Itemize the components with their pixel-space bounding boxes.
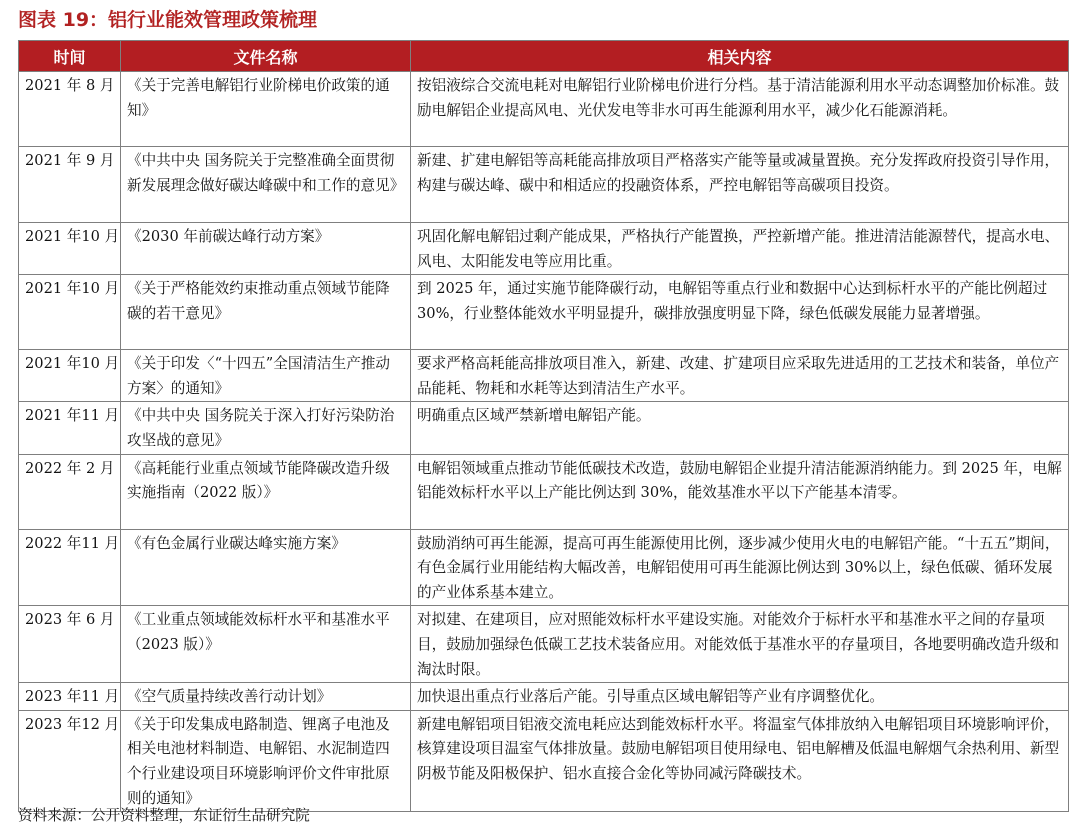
table-row [19, 402, 1069, 454]
row-document-name: 《2030 年前碳达峰行动方案》 [121, 223, 411, 275]
row-time: 2023 年12 月 [19, 710, 121, 811]
figure-title: 图表 19：铝行业能效管理政策梳理 [18, 9, 318, 31]
table-row [19, 350, 1069, 402]
table-row [19, 147, 1069, 223]
row-document-name: 《工业重点领域能效标杆水平和基准水平（2023 版）》 [121, 606, 411, 683]
table-row [19, 275, 1069, 350]
row-content: 鼓励消纳可再生能源，提高可再生能源使用比例，逐步减少使用火电的电解铝产能。“十五五”期间，有色金属行业用能结构大幅改善，电解铝使用可再生能源比例达到 30%以上，绿色低碳、循环发展的产业体系基本建立。 [411, 529, 1069, 606]
row-document-name: 《有色金属行业碳达峰实施方案》 [121, 529, 411, 606]
row-time: 2022 年11 月 [19, 529, 121, 606]
row-time: 2023 年 6 月 [19, 606, 121, 683]
table-row [19, 606, 1069, 683]
row-document-name: 《空气质量持续改善行动计划》 [121, 683, 411, 711]
row-content: 新建、扩建电解铝等高耗能高排放项目严格落实产能等量或减量置换。充分发挥政府投资引导作用，构建与碳达峰、碳中和相适应的投融资体系，严控电解铝等高碳项目投资。 [411, 147, 1069, 223]
table-row [19, 683, 1069, 711]
row-content: 新建电解铝项目铝液交流电耗应达到能效标杆水平。将温室气体排放纳入电解铝项目环境影响评价，核算建设项目温室气体排放量。鼓励电解铝项目使用绿电、铝电解槽及低温电解烟气余热利用、新型阴极节能及阳极保护、铝水直接合金化等协同减污降碳技术。 [411, 710, 1069, 811]
row-content: 电解铝领域重点推动节能低碳技术改造，鼓励电解铝企业提升清洁能源消纳能力。到 2025 年，电解铝能效标杆水平以上产能比例达到 30%，能效基准水平以下产能基本清零。 [411, 454, 1069, 529]
row-document-name: 《关于印发集成电路制造、锂离子电池及相关电池材料制造、电解铝、水泥制造四个行业建设项目环境影响评价文件审批原则的通知》 [121, 710, 411, 811]
row-content: 明确重点区域严禁新增电解铝产能。 [411, 402, 1069, 454]
row-time: 2023 年11 月 [19, 683, 121, 711]
policy-table [18, 40, 1069, 812]
row-content: 要求严格高耗能高排放项目准入，新建、改建、扩建项目应采取先进适用的工艺技术和装备，单位产品能耗、物耗和水耗等达到清洁生产水平。 [411, 350, 1069, 402]
row-document-name: 《中共中央 国务院关于完整准确全面贯彻新发展理念做好碳达峰碳中和工作的意见》 [121, 147, 411, 223]
table-body [19, 72, 1069, 812]
row-content: 巩固化解电解铝过剩产能成果，严格执行产能置换，严控新增产能。推进清洁能源替代，提高水电、风电、太阳能发电等应用比重。 [411, 223, 1069, 275]
table-header [19, 41, 1069, 72]
row-document-name: 《关于印发〈“十四五”全国清洁生产推动方案〉的通知》 [121, 350, 411, 402]
row-document-name: 《关于严格能效约束推动重点领域节能降碳的若干意见》 [121, 275, 411, 350]
row-time: 2022 年 2 月 [19, 454, 121, 529]
row-time: 2021 年10 月 [19, 350, 121, 402]
table-row [19, 72, 1069, 147]
row-document-name: 《中共中央 国务院关于深入打好污染防治攻坚战的意见》 [121, 402, 411, 454]
row-content: 加快退出重点行业落后产能。引导重点区域电解铝等产业有序调整优化。 [411, 683, 1069, 711]
row-time: 2021 年11 月 [19, 402, 121, 454]
row-document-name: 《关于完善电解铝行业阶梯电价政策的通知》 [121, 72, 411, 147]
header-row [19, 41, 1069, 72]
row-document-name: 《高耗能行业重点领域节能降碳改造升级实施指南（2022 版）》 [121, 454, 411, 529]
table-row [19, 710, 1069, 811]
table-row [19, 454, 1069, 529]
row-time: 2021 年 9 月 [19, 147, 121, 223]
table-row [19, 223, 1069, 275]
header-related-content: 相关内容 [411, 41, 1069, 72]
row-content: 对拟建、在建项目，应对照能效标杆水平建设实施。对能效介于标杆水平和基准水平之间的存量项目，鼓励加强绿色低碳工艺技术装备应用。对能效低于基准水平的存量项目，各地要明确改造升级和淘汰时限。 [411, 606, 1069, 683]
row-content: 按铝液综合交流电耗对电解铝行业阶梯电价进行分档。基于清洁能源利用水平动态调整加价标准。鼓励电解铝企业提高风电、光伏发电等非水可再生能源利用水平，减少化石能源消耗。 [411, 72, 1069, 147]
header-time: 时间 [19, 41, 121, 72]
source-note: 资料来源：公开资料整理，东证衍生品研究院 [18, 807, 310, 824]
row-time: 2021 年 8 月 [19, 72, 121, 147]
row-content: 到 2025 年，通过实施节能降碳行动，电解铝等重点行业和数据中心达到标杆水平的产能比例超过 30%，行业整体能效水平明显提升，碳排放强度明显下降，绿色低碳发展能力显著增强。 [411, 275, 1069, 350]
table-row [19, 529, 1069, 606]
header-document-name: 文件名称 [121, 41, 411, 72]
row-time: 2021 年10 月 [19, 223, 121, 275]
row-time: 2021 年10 月 [19, 275, 121, 350]
